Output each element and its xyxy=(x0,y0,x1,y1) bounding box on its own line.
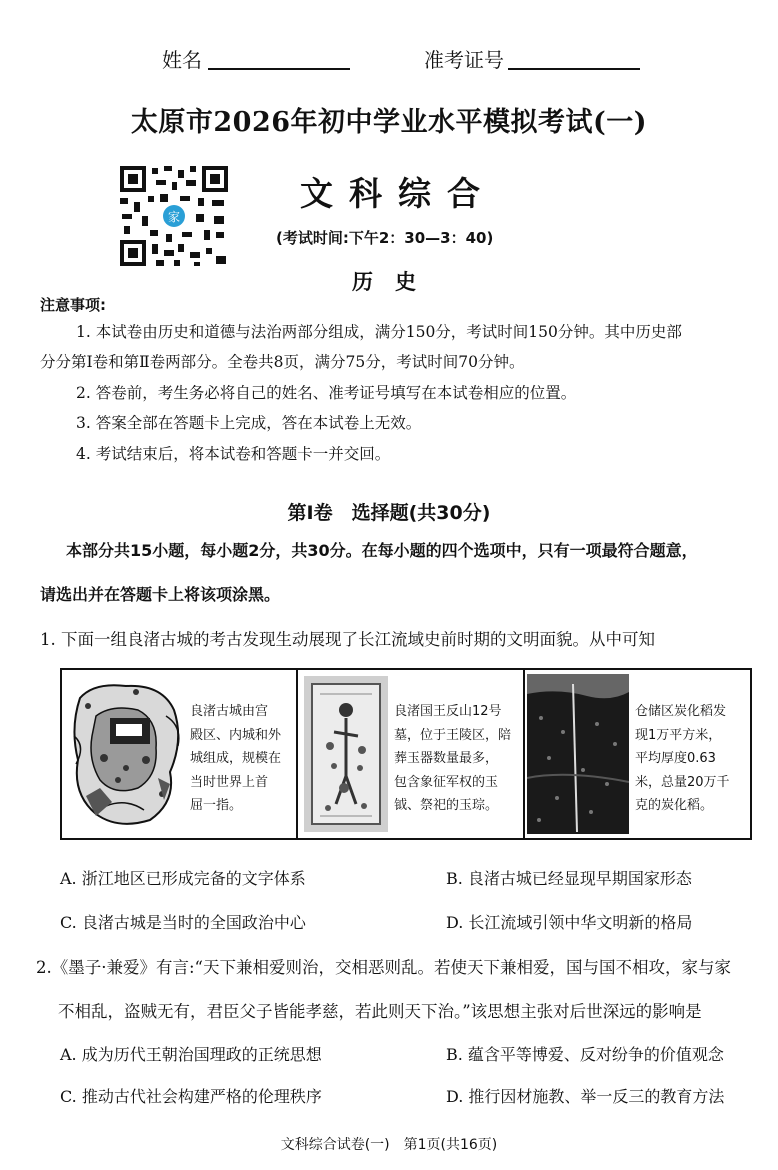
q1-option-b[interactable]: B. 良渚古城已经显现早期国家形态 xyxy=(446,869,692,888)
carbonized-rice-image xyxy=(527,674,629,834)
q1-option-a[interactable]: A. 浙江地区已形成完备的文字体系 xyxy=(60,869,306,888)
notice-heading: 注意事项: xyxy=(40,296,106,314)
q2-stem-cont: 不相乱，盗贼无有，君臣父子皆能孝慈，若此则天下治。”该思想主张对后世深远的影响是 xyxy=(58,1002,702,1021)
q1-option-c[interactable]: C. 良渚古城是当时的全国政治中心 xyxy=(60,913,306,932)
notice-item-1: 1. 本试卷由历史和道德与法治两部分组成，满分150分，考试时间150分钟。其中历史部 xyxy=(76,323,682,341)
subject-title: 文科综合 xyxy=(300,174,496,213)
part1-instruction-cont: 请选出并在答题卡上将该项涂黑。 xyxy=(40,585,281,604)
q2-option-a[interactable]: A. 成为历代王朝治国理政的正统思想 xyxy=(60,1045,322,1064)
q1-panel-1-text: 良渚古城由宫 殿区、内城和外 城组成，规模在 当时世界上首 屈一指。 xyxy=(190,704,282,813)
ancient-city-map-image xyxy=(66,676,186,832)
qr-badge: 家 xyxy=(167,210,181,224)
q2-option-d[interactable]: D. 推行因材施教、举一反三的教育方法 xyxy=(446,1087,725,1106)
q1-figure-panel xyxy=(60,668,752,840)
exam-id-field[interactable] xyxy=(508,68,640,70)
q2-option-b[interactable]: B. 蕴含平等博爱、反对纷争的价值观念 xyxy=(446,1045,724,1064)
qr-code-icon[interactable] xyxy=(118,164,230,268)
notice-item-4: 4. 考试结束后，将本试卷和答题卡一并交回。 xyxy=(76,445,391,463)
exam-id-label: 准考证号 xyxy=(424,48,504,72)
q2-option-c[interactable]: C. 推动古代社会构建严格的伦理秩序 xyxy=(60,1087,322,1106)
name-field[interactable] xyxy=(208,68,350,70)
notice-item-1-cont: 分分第Ⅰ卷和第Ⅱ卷两部分。全卷共8页，满分75分，考试时间70分钟。 xyxy=(40,353,525,371)
q2-stem: 2.《墨子·兼爱》有言:“天下兼相爱则治，交相恶则乱。若使天下兼相爱，国与国不相攻，家与家 xyxy=(36,958,731,977)
section-subject: 历史 xyxy=(352,270,438,294)
exam-title: 太原市2026年初中学业水平模拟考试(一) xyxy=(130,107,648,138)
q1-panel-3 xyxy=(525,670,750,838)
part1-title: 第Ⅰ卷 选择题(共30分) xyxy=(287,502,491,524)
name-label: 姓名 xyxy=(162,48,202,72)
part1-instruction: 本部分共15小题，每小题2分，共30分。在每小题的四个选项中，只有一项最符合题意， xyxy=(66,541,698,560)
q1-panel-1 xyxy=(62,670,298,838)
q1-panel-2 xyxy=(298,670,525,838)
q1-option-d[interactable]: D. 长江流域引领中华文明新的格局 xyxy=(446,913,693,932)
notice-item-2: 2. 答卷前，考生务必将自己的姓名、准考证号填写在本试卷相应的位置。 xyxy=(76,384,577,402)
q1-panel-2-text: 良渚国王反山12号 墓，位于王陵区，陪 葬玉器数量最多， 包含象征军权的玉 钺、祭祀的玉琮。 xyxy=(394,704,512,813)
page-footer: 文科综合试卷(一) 第1页(共16页) xyxy=(280,1137,498,1153)
exam-time: (考试时间:下午2：30—3：40) xyxy=(276,229,494,247)
q1-panel-3-text: 仓储区炭化稻发 现1万平方米， 平均厚度0.63 米，总量20万千 克的炭化稻。 xyxy=(635,704,730,813)
notice-item-3: 3. 答案全部在答题卡上完成，答在本试卷上无效。 xyxy=(76,414,422,432)
q1-stem: 1. 下面一组良渚古城的考古发现生动展现了长江流域史前时期的文明面貌。从中可知 xyxy=(40,630,655,649)
tomb-excavation-image xyxy=(304,676,388,832)
